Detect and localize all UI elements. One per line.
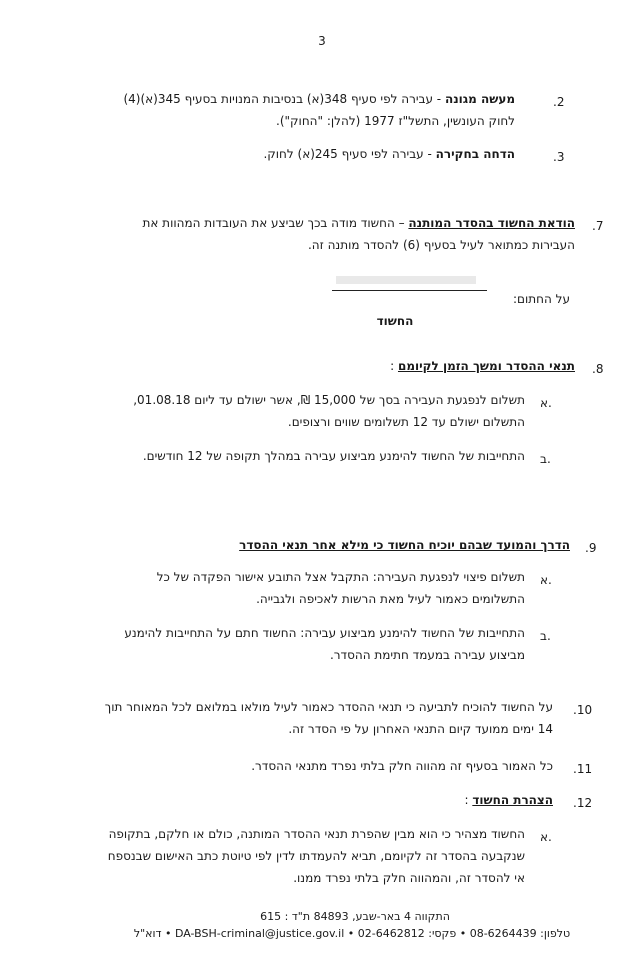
item-number: .7 [592, 219, 604, 233]
page-number: 3 [318, 34, 326, 48]
item-2-text [110, 88, 515, 132]
redaction-mark [336, 276, 476, 284]
item-2-title: מעשה מגונה [444, 92, 515, 106]
item-12-heading [430, 789, 553, 811]
signature-label: על החתום: [513, 292, 570, 306]
item-8-title: תנאי ההסדר ומשך הזמן לקיומם [397, 359, 575, 373]
item-letter: א. [540, 573, 552, 587]
item-12-colon: : [464, 793, 469, 807]
item-8a-text: תשלום לנפגעת העבירה בסך של 15,000 ₪, אשר ישולם עד ליום 01.08.18, התשלום ישולם עד 12 תשלומים שווים ורצופים. [133, 393, 525, 429]
item-number: .8 [592, 362, 604, 376]
signer-name: החשוד [376, 314, 414, 328]
item-9b-text: התחייבות של החשוד להימנע מביצוע עבירה: החשוד חתם על התחייבות להימנע מביצוע עבירה במעמד חתימת ההסדר. [124, 626, 525, 662]
item-12-title: הצהרת החשוד [472, 793, 553, 807]
item-8-heading [330, 355, 575, 377]
item-2-body: - עבירה לפי סעיף 348(א) בנסיבות המנויות בסעיף 345(א)(4) לחוק העונשין, התשל"ז 1977 (להלן: "החוק"). [123, 92, 515, 128]
item-8-colon: : [390, 359, 395, 373]
signature-line [332, 290, 487, 291]
item-12a-text: החשוד מצהיר כי הוא מבין שהפרת תנאי ההסדר המותנה, כולם או חלקם, בתקופה שנקבעה בהסדר זה לקיומם, תביא להעמדתו לדין לפי טיוטת כתב האישום שבנספח אי להסדר זה, והמהווה חלק בלתי נפרד ממנו. [107, 827, 525, 885]
item-letter: ב. [540, 629, 551, 643]
item-number: .9 [585, 541, 597, 555]
item-number: .11 [573, 762, 593, 776]
item-9-title: הדרך והמועד שבהם יוכיח החשוד כי מילא אחר תנאי ההסדר [239, 538, 570, 552]
item-letter: א. [540, 830, 552, 844]
item-3-title: הדחה בחקירה [435, 147, 515, 161]
item-letter: א. [540, 396, 552, 410]
item-3-text [230, 143, 515, 165]
item-7-text [110, 212, 575, 256]
item-number: .3 [553, 150, 565, 164]
item-9a-text: תשלום פיצוי לנפגעת העבירה: התקבל אצל התובע אישור הפקדה של כל התשלומים כאמור לעיל מאת הרשות לאכיפה ולגבייה. [156, 570, 525, 606]
footer-contact: דוא"ל • DA-BSH-criminal@justice.gov.il • טלפון: 08-6264439 • פקסי: 02-6462812 [133, 927, 571, 940]
item-8b-text: התחייבות של החשוד להימנע מביצוע עבירה במהלך תקופה של 12 חודשים. [142, 449, 525, 463]
item-7-title: הודאת החשוד בהסדר המותנה [408, 216, 575, 230]
item-10-text: על החשוד להוכיח לתביעה כי תנאי ההסדר כאמור לעיל מולאו במלואם לכל המאוחר תוך 14 ימים ממועד קיום התנאי האחרון על פי הסדר זה. [104, 700, 553, 736]
item-11-text: כל האמור בסעיף זה מהווה חלק בלתי נפרד מתנאי ההסדר. [251, 759, 553, 773]
item-3-body: - עבירה לפי סעיף 245(א) לחוק. [263, 147, 436, 161]
item-letter: ב. [540, 452, 551, 466]
item-number: .2 [553, 95, 565, 109]
item-9-heading [230, 534, 570, 556]
footer-address: התקווה 4 באר-שבע, 84893 ת"ד : 615 [260, 910, 450, 923]
item-number: .12 [573, 796, 593, 810]
item-7-body: – החשוד מודה בכך שביצע את העובדות המהוות את העבירות כמתואר לעיל בסעיף (6) להסדר מותנה זה. [142, 216, 575, 252]
item-number: .10 [573, 703, 593, 717]
